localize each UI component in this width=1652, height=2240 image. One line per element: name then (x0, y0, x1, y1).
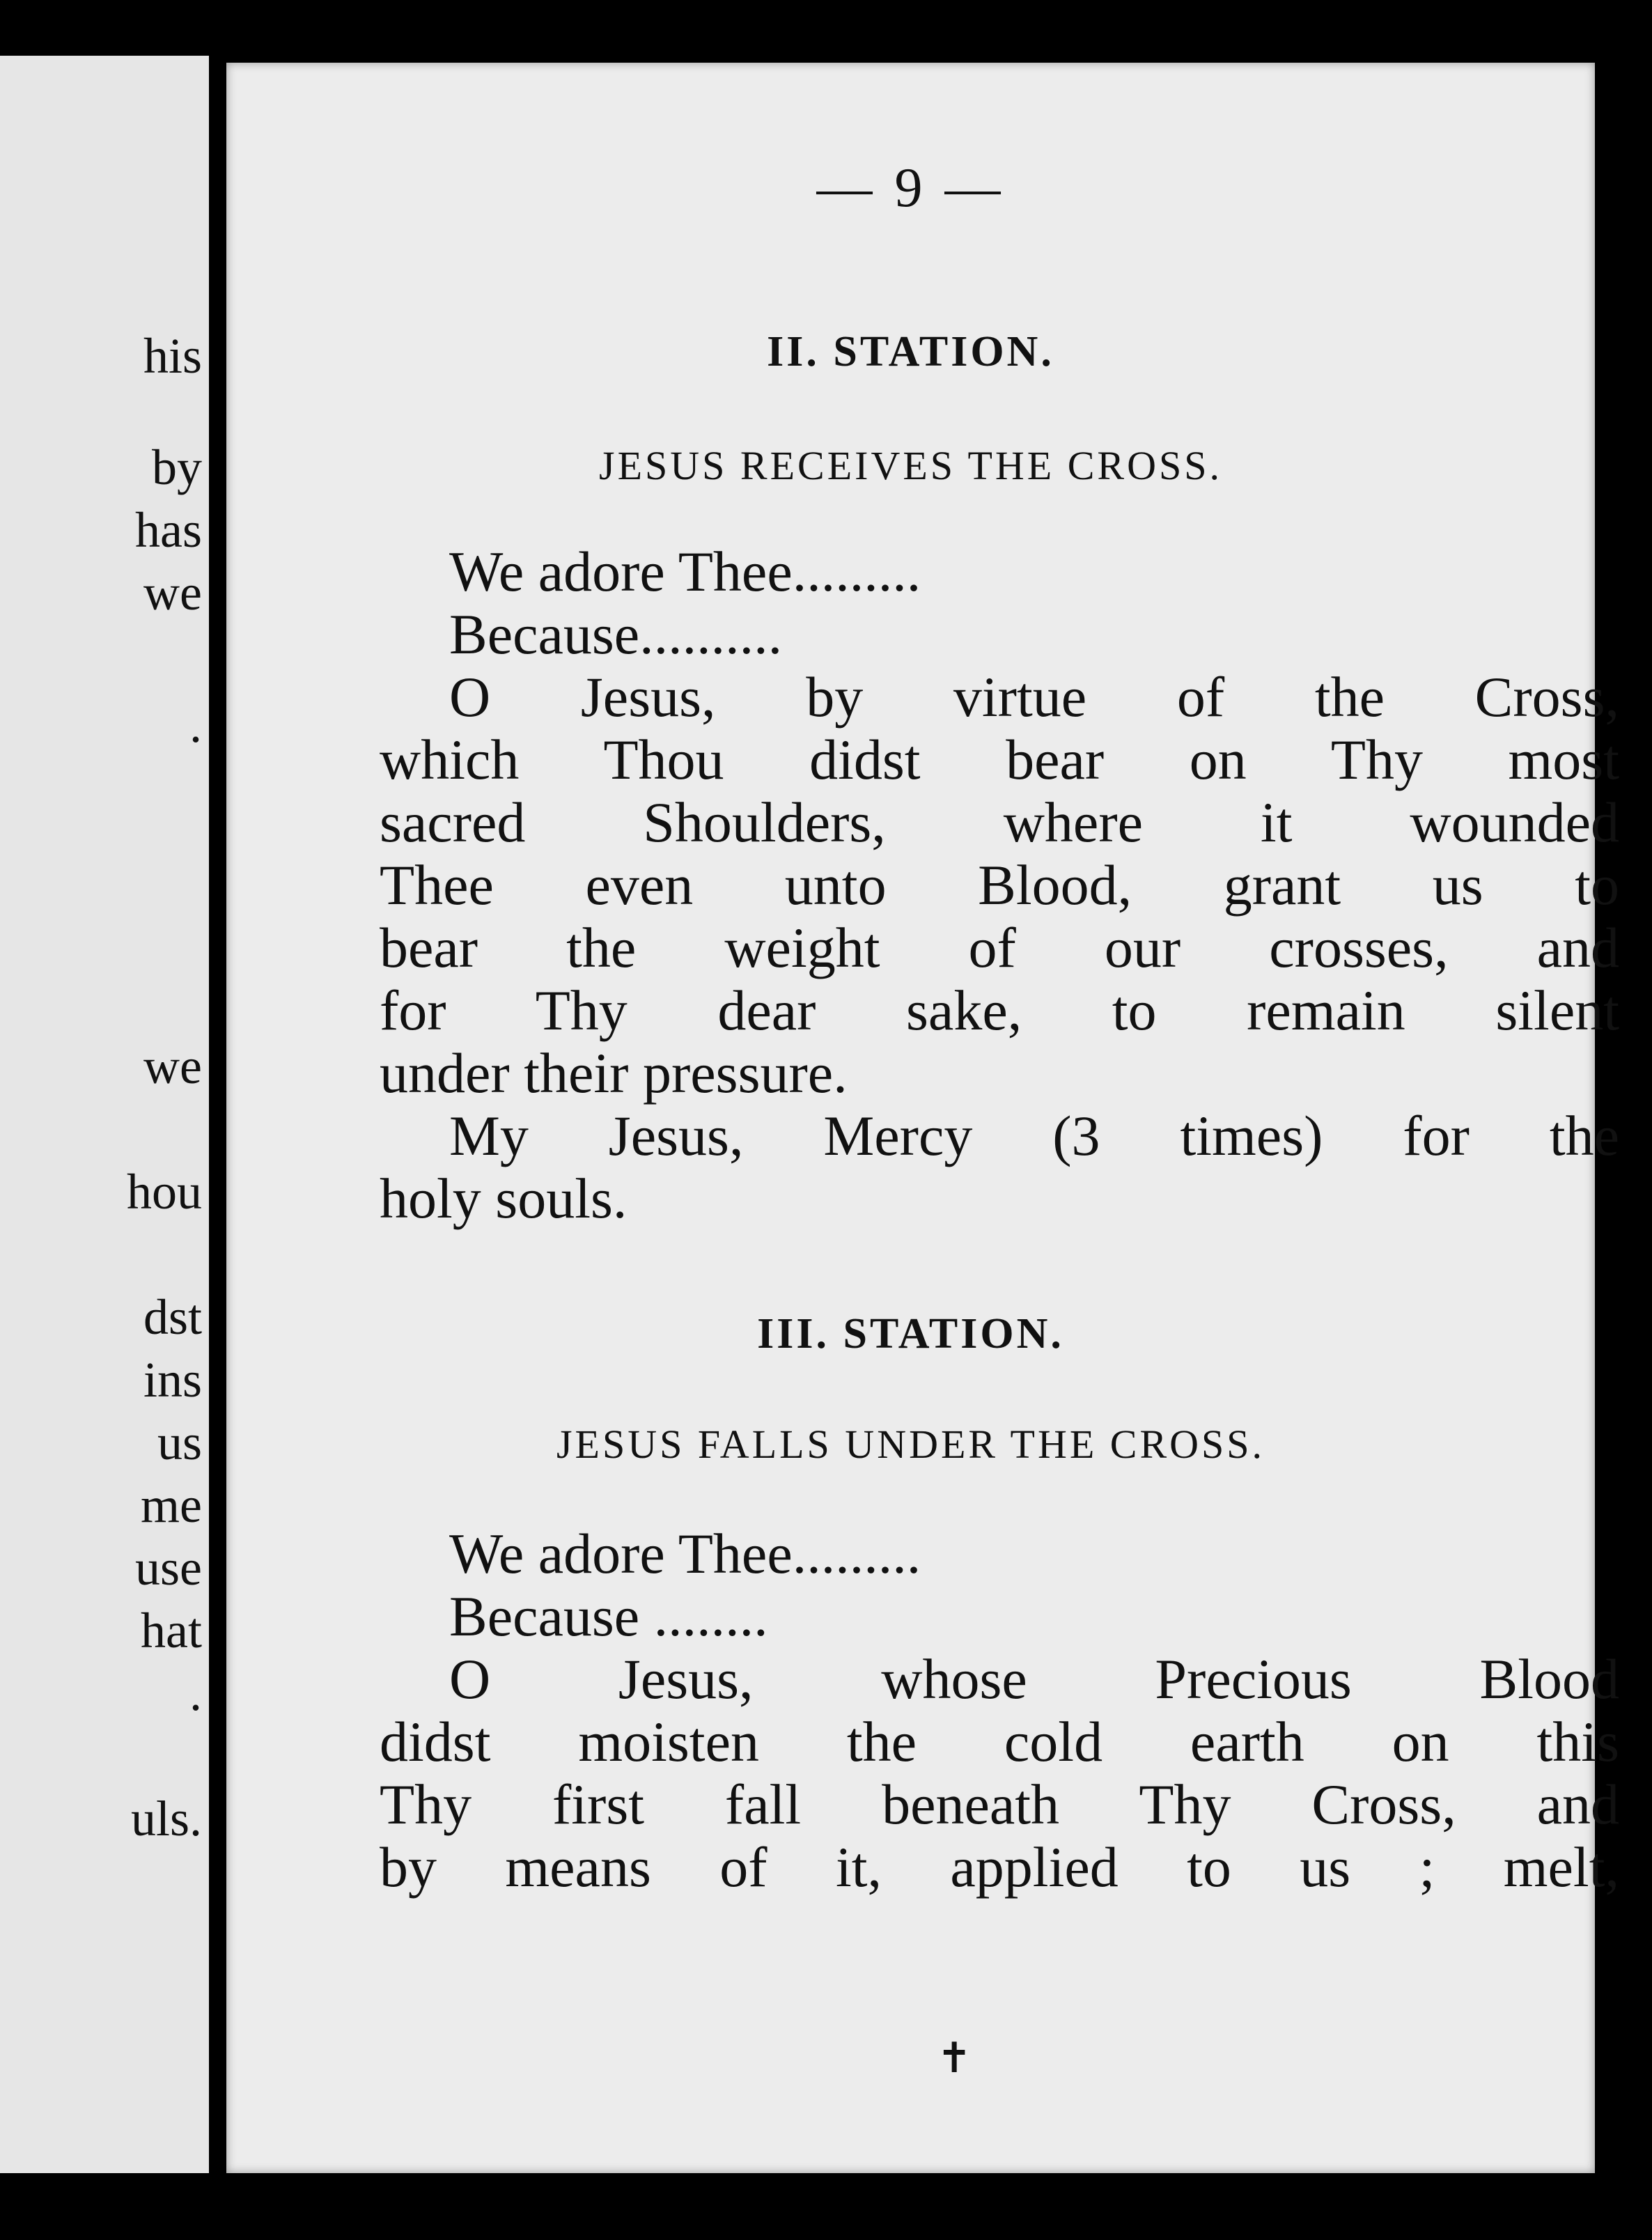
prayer-line: by means of it, applied to us ; melt, (380, 1835, 1619, 1899)
left-page-fragment-line: uls. (130, 1791, 202, 1846)
prayer-line: under their pressure. (380, 1041, 848, 1105)
because-line: Because.......... (449, 602, 783, 666)
station-heading: III. STATION. (757, 1310, 1064, 1358)
prayer-line: for Thy dear sake, to remain silent (380, 979, 1619, 1042)
prayer-line: Thee even unto Blood, grant us to (380, 853, 1619, 917)
page-number: — 9 — (816, 157, 1005, 219)
prayer-line: didst moisten the cold earth on this (380, 1710, 1619, 1773)
left-page-fragment-line: hat (141, 1603, 202, 1658)
left-page-fragment-line: hou (127, 1164, 202, 1220)
prayer-line: sacred Shoulders, where it wounded (380, 791, 1619, 854)
left-page-fragment-line: we (143, 1039, 202, 1094)
station-subtitle: JESUS RECEIVES THE CROSS. (599, 443, 1222, 488)
prayer-line: which Thou didst bear on Thy most (380, 728, 1619, 791)
left-page-fragment-line: use (135, 1540, 202, 1596)
prayer-line: O Jesus, by virtue of the Cross, (449, 665, 1619, 729)
left-page-fragment-line: has (135, 502, 202, 558)
left-page-fragment-line: we (143, 565, 202, 621)
printer-mark-icon: ✝ (937, 2035, 972, 2081)
left-page-fragment-line: . (189, 697, 202, 753)
because-line: Because ........ (449, 1585, 768, 1648)
left-page-fragment-line: ins (143, 1352, 202, 1408)
mercy-line: My Jesus, Mercy (3 times) for the (449, 1104, 1619, 1167)
prayer-line: Thy first fall beneath Thy Cross, and (380, 1773, 1619, 1836)
mercy-line: holy souls. (380, 1167, 628, 1230)
book-page (226, 63, 1619, 2173)
left-page-fragment-line: . (189, 1665, 202, 1721)
adoration-line: We adore Thee......... (449, 540, 921, 603)
station-subtitle: JESUS FALLS UNDER THE CROSS. (556, 1422, 1265, 1467)
left-page-fragment-line: by (152, 440, 202, 495)
left-page-fragment-line: us (157, 1415, 202, 1470)
left-page-fragment-line: me (141, 1477, 202, 1533)
station-heading: II. STATION. (767, 328, 1054, 375)
prayer-line: O Jesus, whose Precious Blood (449, 1647, 1619, 1711)
adoration-line: We adore Thee......... (449, 1522, 921, 1585)
prayer-line: bear the weight of our crosses, and (380, 916, 1619, 979)
left-page-fragment-line: dst (143, 1289, 202, 1345)
left-page-fragment-line: his (143, 328, 202, 384)
left-page-fragment (0, 56, 209, 2173)
